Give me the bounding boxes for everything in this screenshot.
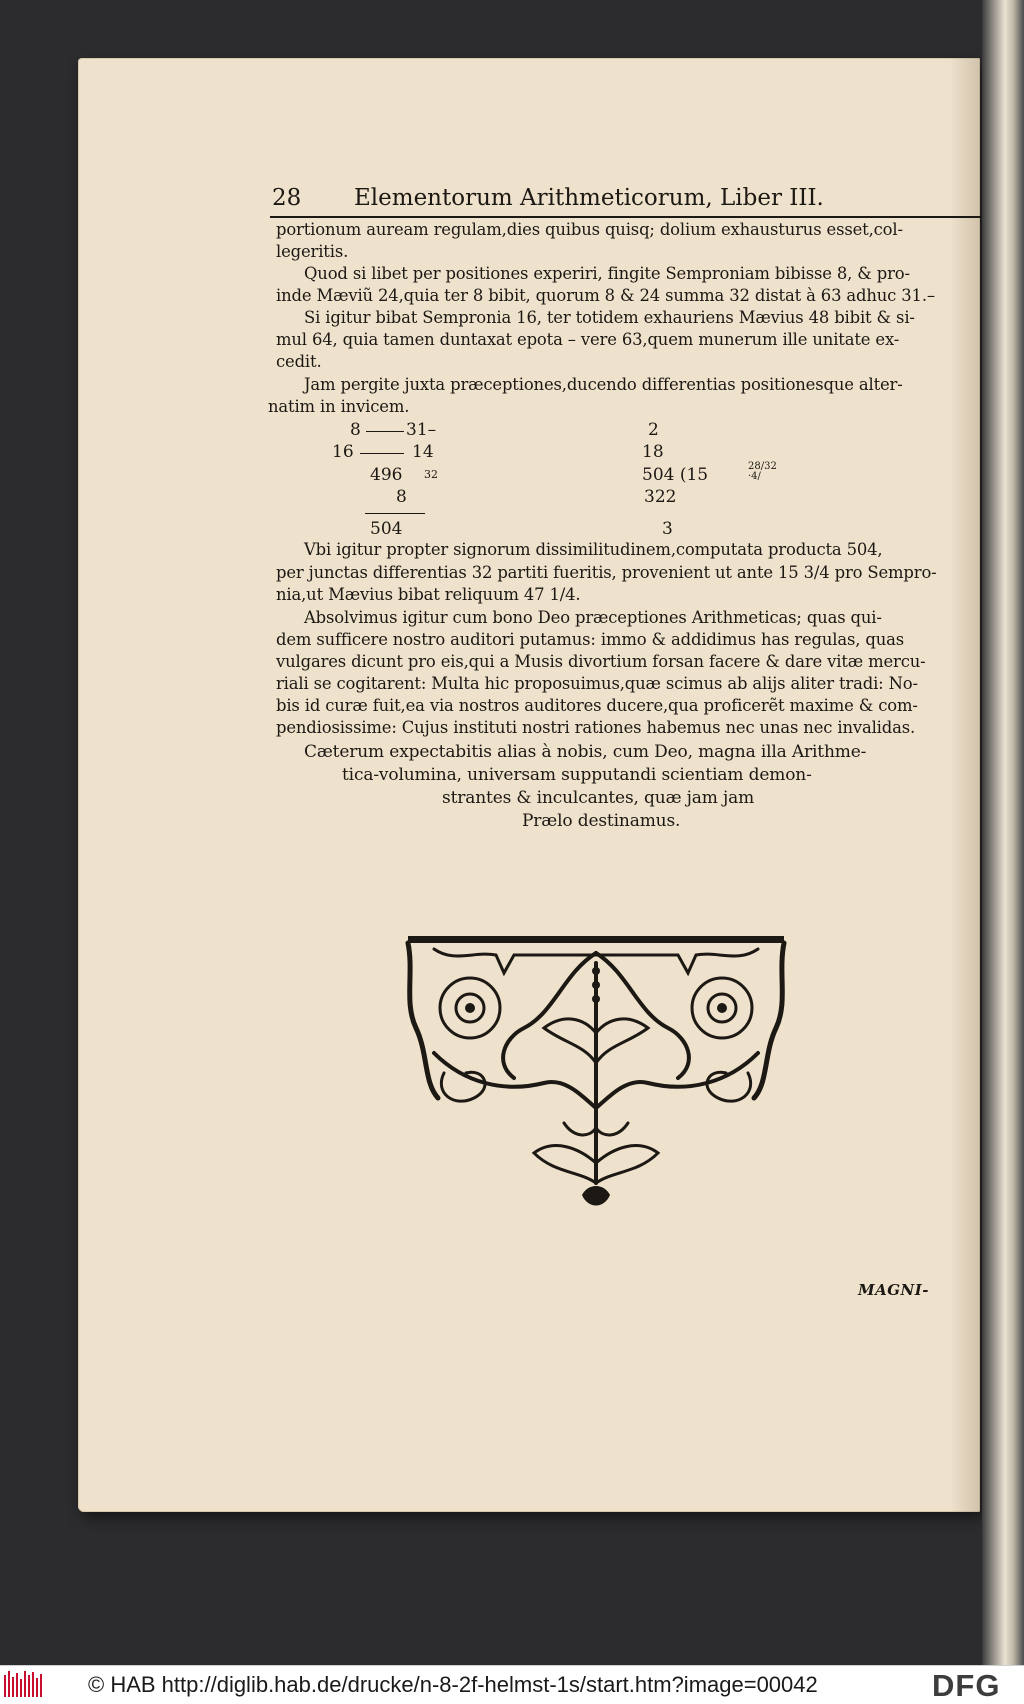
calc-value: 8	[396, 487, 407, 507]
text-line: Absolvimus igitur cum bono Deo præceptiones Arithmeticas; quas qui-	[304, 608, 882, 627]
calc-value: 3	[662, 519, 673, 539]
calc-value: 18	[642, 442, 664, 462]
calc-line	[365, 513, 425, 514]
closing-line: tica-volumina, universam supputandi scientiam demon-	[342, 765, 812, 785]
book-page	[78, 58, 980, 1512]
calc-line	[360, 453, 404, 454]
text-line: legeritis.	[276, 242, 349, 261]
text-line: Quod si libet per positiones experiri, fingite Semproniam bibisse 8, & pro-	[304, 264, 910, 283]
catchword: MAGNI-	[858, 1281, 930, 1299]
text-line: nia,ut Mævius bibat reliquum 47 1/4.	[276, 585, 581, 604]
hab-barcode-logo-icon	[2, 1669, 48, 1701]
book-binding	[982, 0, 1024, 1665]
text-line: bis id curæ fuit,ea via nostros auditores ducere,qua proficerẽt maxime & com-	[276, 696, 918, 715]
closing-line: strantes & inculcantes, quæ jam jam	[442, 788, 755, 808]
calc-value: 504 (15	[642, 465, 709, 485]
woodcut-ornament-icon	[404, 933, 788, 1215]
page-number: 28	[272, 185, 302, 211]
calc-fraction: 28/32 ·4/	[748, 461, 777, 482]
header-rule	[270, 216, 1007, 218]
footer-url-text[interactable]: © HAB http://diglib.hab.de/drucke/n-8-2f-helmst-1s/start.htm?image=00042	[88, 1672, 818, 1697]
text-line: riali se cogitarent: Multa hic proposuimus,quæ scimus ab alijs aliter tradi: No-	[276, 674, 918, 693]
calc-value: 8	[350, 420, 361, 440]
running-head: Elementorum Arithmeticorum, Liber III.	[354, 185, 824, 211]
text-line: pendiosissime: Cujus instituti nostri rationes habemus nec unas nec invalidas.	[276, 718, 916, 737]
text-line: Jam pergite juxta præceptiones,ducendo differentias positionesque alter-	[304, 375, 903, 394]
calc-value: 496	[370, 465, 403, 485]
text-line: per junctas differentias 32 partiti fueritis, provenient ut ante 15 3/4 pro Sempro-	[276, 563, 937, 582]
calc-line	[366, 431, 404, 432]
text-line: Si igitur bibat Sempronia 16, ter totidem exhauriens Mævius 48 bibit & si-	[304, 308, 915, 327]
text-line: natim in invicem.	[268, 397, 410, 416]
calc-value: 14	[412, 442, 434, 462]
text-line: Vbi igitur propter signorum dissimilitudinem,computata producta 504,	[304, 540, 883, 559]
calc-value: 504	[370, 519, 403, 539]
dfg-logo: DFG	[932, 1668, 1001, 1703]
footer-bar	[0, 1665, 1024, 1704]
calc-value: 32	[424, 468, 438, 481]
text-line: inde Mæviũ 24,quia ter 8 bibit, quorum 8 & 24 summa 32 distat à 63 adhuc 31.–	[276, 286, 935, 305]
text-line: mul 64, quia tamen duntaxat epota – vere 63,quem munerum ille unitate ex-	[276, 330, 900, 349]
page-edge-shadow	[950, 58, 980, 1512]
closing-line: Prælo destinamus.	[522, 811, 681, 831]
text-line: portionum auream regulam,dies quibus quisq; dolium exhausturus esset,col-	[276, 220, 903, 239]
text-line: cedit.	[276, 352, 322, 371]
calc-value: 31–	[406, 420, 437, 440]
calc-value: 16	[332, 442, 354, 462]
closing-line: Cæterum expectabitis alias à nobis, cum Deo, magna illa Arithme-	[304, 742, 867, 762]
text-line: dem sufficere nostro auditori putamus: immo & addidimus has regulas, quas	[276, 630, 905, 649]
calc-value: 2	[648, 420, 659, 440]
text-line: vulgares dicunt pro eis,qui a Musis divortium forsan facere & dare vitæ mercu-	[276, 652, 926, 671]
calc-value: 322	[644, 487, 677, 507]
